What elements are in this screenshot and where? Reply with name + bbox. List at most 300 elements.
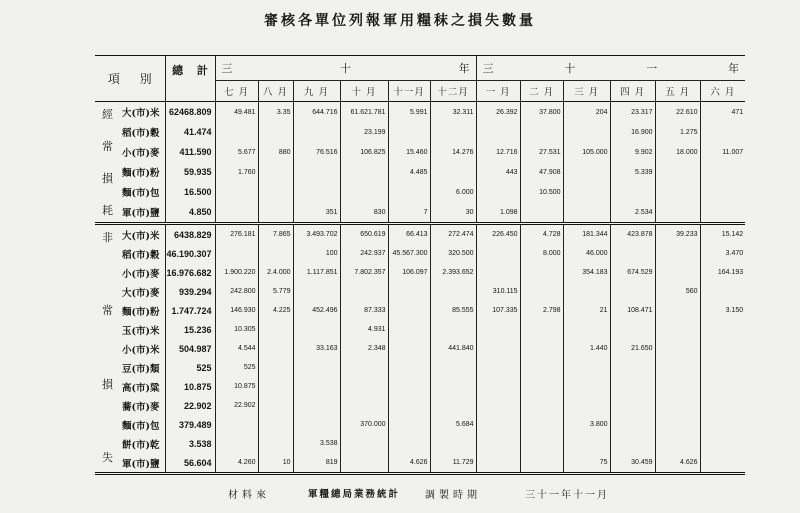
month-value <box>610 377 655 396</box>
section-label-char: 常 <box>102 304 113 318</box>
row-total: 6438.829 <box>165 224 215 245</box>
month-value <box>388 122 430 142</box>
month-value: 1.760 <box>215 162 258 182</box>
row-total: 379.489 <box>165 415 215 434</box>
month-value <box>563 320 610 339</box>
month-value <box>520 377 563 396</box>
month-value <box>476 453 520 474</box>
month-value <box>520 202 563 224</box>
table-row <box>95 202 745 224</box>
month-value: 15.460 <box>388 142 430 162</box>
month-value <box>388 320 430 339</box>
month-value <box>700 282 745 301</box>
row-total: 3.538 <box>165 434 215 453</box>
header-month: 二 月 <box>520 81 563 102</box>
month-value: 85.555 <box>430 301 476 320</box>
section-label-char: 常 <box>102 140 113 153</box>
month-value <box>258 202 293 224</box>
period: 三十一年十一月 <box>525 490 609 501</box>
header-month: 一 月 <box>476 81 520 102</box>
year-char: 三 <box>221 62 233 75</box>
header-month: 十一月 <box>388 81 430 102</box>
table-row <box>95 224 745 245</box>
month-value <box>610 358 655 377</box>
month-value <box>700 415 745 434</box>
month-value: 1.440 <box>563 339 610 358</box>
section-label-char: 非 <box>102 231 113 244</box>
year-char: 年 <box>728 62 740 75</box>
month-value: 108.471 <box>610 301 655 320</box>
month-value: 310.115 <box>476 282 520 301</box>
month-value: 354.183 <box>563 263 610 282</box>
item-name: 稻(市)穀 <box>122 128 160 139</box>
month-value <box>388 415 430 434</box>
month-value: 2.4.000 <box>258 263 293 282</box>
item-name: 麵(市)包 <box>122 188 160 199</box>
section-label-char: 損 <box>102 377 113 391</box>
month-value <box>340 282 388 301</box>
row-total: 59.935 <box>165 162 215 182</box>
month-value: 443 <box>476 162 520 182</box>
item-name: 麵(市)粉 <box>122 306 160 318</box>
month-value <box>293 358 340 377</box>
month-value <box>476 182 520 202</box>
month-value: 4.485 <box>388 162 430 182</box>
month-value <box>563 377 610 396</box>
month-value: 45.567.300 <box>388 244 430 263</box>
month-value: 7.865 <box>258 224 293 245</box>
month-value: 525 <box>215 358 258 377</box>
year-char: 三 <box>482 62 494 75</box>
month-value: 3.150 <box>700 301 745 320</box>
month-value: 10.875 <box>215 377 258 396</box>
month-value: 242.937 <box>340 244 388 263</box>
month-value <box>476 434 520 453</box>
month-value <box>388 182 430 202</box>
table-body <box>95 102 745 474</box>
month-value <box>520 434 563 453</box>
row-total: 46.190.307 <box>165 244 215 263</box>
month-value: 4.626 <box>388 453 430 474</box>
item-name: 小(市)麥 <box>122 268 160 280</box>
month-value: 15.142 <box>700 224 745 245</box>
table-row <box>95 320 745 339</box>
month-value: 105.000 <box>563 142 610 162</box>
row-total: 4.850 <box>165 202 215 224</box>
month-value <box>700 202 745 224</box>
month-value <box>520 320 563 339</box>
month-value: 10.500 <box>520 182 563 202</box>
month-value <box>430 434 476 453</box>
item-name: 麵(市)包 <box>122 420 160 432</box>
row-total: 41.474 <box>165 122 215 142</box>
month-value <box>610 244 655 263</box>
item-name: 大(市)米 <box>120 224 165 245</box>
month-value: 3.35 <box>258 102 293 123</box>
row-total: 16.500 <box>165 182 215 202</box>
month-value <box>563 396 610 415</box>
month-value: 226.450 <box>476 224 520 245</box>
month-value: 3.493.702 <box>293 224 340 245</box>
item-name: 麵(市)粉 <box>122 168 160 179</box>
month-value: 1.275 <box>655 122 700 142</box>
month-value: 4.544 <box>215 339 258 358</box>
month-value <box>610 415 655 434</box>
month-value: 39.233 <box>655 224 700 245</box>
month-value <box>655 263 700 282</box>
table-row <box>95 301 745 320</box>
month-value <box>258 434 293 453</box>
month-value <box>476 377 520 396</box>
month-value: 12.716 <box>476 142 520 162</box>
month-value <box>293 162 340 182</box>
row-total: 16.976.682 <box>165 263 215 282</box>
month-value <box>563 182 610 202</box>
month-value: 4.225 <box>258 301 293 320</box>
month-value: 33.163 <box>293 339 340 358</box>
month-value: 146.930 <box>215 301 258 320</box>
month-value <box>700 182 745 202</box>
month-value: 1.117.851 <box>293 263 340 282</box>
month-value <box>388 282 430 301</box>
item-name: 小(市)米 <box>122 344 160 356</box>
month-value: 320.500 <box>430 244 476 263</box>
document-title: 審核各單位列報軍用糧秣之損失數量 <box>264 13 536 29</box>
month-value: 452.496 <box>293 301 340 320</box>
month-value: 674.529 <box>610 263 655 282</box>
month-value: 47.908 <box>520 162 563 182</box>
month-value <box>563 122 610 142</box>
month-value <box>476 415 520 434</box>
month-value <box>476 358 520 377</box>
month-value <box>293 415 340 434</box>
month-value <box>388 377 430 396</box>
section-label <box>95 224 120 474</box>
month-value <box>388 301 430 320</box>
month-value: 30.459 <box>610 453 655 474</box>
item-name: 大(市)麥 <box>122 287 160 299</box>
month-value <box>293 182 340 202</box>
table-row <box>95 453 745 474</box>
month-value <box>610 396 655 415</box>
month-value: 204 <box>563 102 610 123</box>
month-value: 26.392 <box>476 102 520 123</box>
month-value: 830 <box>340 202 388 224</box>
loss-table <box>95 55 745 475</box>
month-value: 3.538 <box>293 434 340 453</box>
month-value: 7 <box>388 202 430 224</box>
month-value: 4.260 <box>215 453 258 474</box>
month-value: 5.339 <box>610 162 655 182</box>
month-value <box>258 377 293 396</box>
month-value <box>700 339 745 358</box>
table-row <box>95 263 745 282</box>
month-value: 46.000 <box>563 244 610 263</box>
month-value <box>610 434 655 453</box>
table-row <box>95 102 745 123</box>
month-value <box>655 162 700 182</box>
month-value <box>258 339 293 358</box>
header-year-30 <box>215 56 476 81</box>
month-value: 106.097 <box>388 263 430 282</box>
month-value: 276.181 <box>215 224 258 245</box>
month-value: 16.900 <box>610 122 655 142</box>
month-value <box>340 377 388 396</box>
month-value: 644.716 <box>293 102 340 123</box>
item-name: 高(市)粱 <box>122 382 160 394</box>
month-value <box>293 320 340 339</box>
month-value: 4.931 <box>340 320 388 339</box>
month-value <box>215 182 258 202</box>
header-year-31 <box>476 56 745 81</box>
month-value: 61.621.781 <box>340 102 388 123</box>
header-month: 六 月 <box>700 81 745 102</box>
row-total: 525 <box>165 358 215 377</box>
month-value <box>258 182 293 202</box>
row-total: 504.987 <box>165 339 215 358</box>
item-name: 玉(市)米 <box>122 325 160 337</box>
month-value: 880 <box>258 142 293 162</box>
month-value <box>610 282 655 301</box>
month-value: 423.878 <box>610 224 655 245</box>
month-value <box>388 396 430 415</box>
month-value <box>293 282 340 301</box>
month-value <box>293 122 340 142</box>
month-value: 14.276 <box>430 142 476 162</box>
month-value <box>430 377 476 396</box>
month-value: 2.798 <box>520 301 563 320</box>
month-value: 4.626 <box>655 453 700 474</box>
month-value <box>476 263 520 282</box>
header-month: 八 月 <box>258 81 293 102</box>
month-value <box>520 396 563 415</box>
section-label-char: 耗 <box>102 204 113 217</box>
month-value <box>655 320 700 339</box>
month-value <box>340 182 388 202</box>
month-value: 471 <box>700 102 745 123</box>
header-row-years <box>95 56 745 81</box>
month-value <box>610 320 655 339</box>
month-value <box>700 320 745 339</box>
month-value: 2.348 <box>340 339 388 358</box>
month-value <box>340 396 388 415</box>
month-value: 819 <box>293 453 340 474</box>
month-value <box>430 358 476 377</box>
month-value: 5.684 <box>430 415 476 434</box>
month-value <box>700 453 745 474</box>
month-value <box>520 415 563 434</box>
year-char: 一 <box>646 62 658 75</box>
month-value <box>520 453 563 474</box>
month-value <box>700 396 745 415</box>
month-value <box>430 162 476 182</box>
month-value <box>388 339 430 358</box>
month-value <box>258 358 293 377</box>
month-value <box>340 434 388 453</box>
month-value <box>340 453 388 474</box>
month-value <box>655 434 700 453</box>
month-value <box>655 202 700 224</box>
month-value: 75 <box>563 453 610 474</box>
month-value <box>655 358 700 377</box>
month-value: 5.677 <box>215 142 258 162</box>
source: 軍糧總局業務統計 <box>308 489 401 500</box>
table-row <box>95 182 745 202</box>
month-value: 2.534 <box>610 202 655 224</box>
month-value <box>700 358 745 377</box>
table-row <box>95 142 745 162</box>
row-total: 939.294 <box>165 282 215 301</box>
month-value: 8.000 <box>520 244 563 263</box>
item-name: 大(市)米 <box>122 108 160 119</box>
header-month: 九 月 <box>293 81 340 102</box>
month-value: 21 <box>563 301 610 320</box>
month-value: 18.000 <box>655 142 700 162</box>
month-value <box>610 182 655 202</box>
month-value: 1.098 <box>476 202 520 224</box>
header-month: 四 月 <box>610 81 655 102</box>
month-value: 4.728 <box>520 224 563 245</box>
table-row <box>95 339 745 358</box>
source-label: 材料來 <box>228 490 270 501</box>
month-value: 5.779 <box>258 282 293 301</box>
table-row <box>95 282 745 301</box>
month-value <box>563 202 610 224</box>
month-value: 11.007 <box>700 142 745 162</box>
month-value: 106.825 <box>340 142 388 162</box>
month-value: 5.991 <box>388 102 430 123</box>
table-row <box>95 358 745 377</box>
month-value <box>476 396 520 415</box>
month-value: 21.650 <box>610 339 655 358</box>
month-value <box>430 122 476 142</box>
table-row <box>95 415 745 434</box>
month-value <box>215 415 258 434</box>
month-value <box>258 122 293 142</box>
month-value <box>258 396 293 415</box>
month-value <box>476 339 520 358</box>
month-value <box>520 339 563 358</box>
section-label-char: 失 <box>102 450 113 464</box>
item-name: 軍(市)鹽 <box>122 208 160 219</box>
month-value <box>520 358 563 377</box>
header-item: 項 別 <box>95 56 165 102</box>
section-label-char: 經 <box>102 108 113 121</box>
month-value: 66.413 <box>388 224 430 245</box>
month-value <box>258 415 293 434</box>
month-value: 10.305 <box>215 320 258 339</box>
table-row <box>95 434 745 453</box>
month-value <box>388 358 430 377</box>
month-value <box>215 244 258 263</box>
table-row <box>95 162 745 182</box>
item-name: 軍(市)鹽 <box>120 453 165 474</box>
header-total: 總 計 <box>165 56 215 102</box>
month-value: 107.335 <box>476 301 520 320</box>
month-value <box>563 282 610 301</box>
month-value: 7.802.357 <box>340 263 388 282</box>
header-month: 十 月 <box>340 81 388 102</box>
month-value <box>700 377 745 396</box>
month-value <box>655 377 700 396</box>
month-value <box>215 202 258 224</box>
month-value <box>258 162 293 182</box>
table-row <box>95 377 745 396</box>
month-value <box>655 339 700 358</box>
month-value <box>430 320 476 339</box>
header-month: 五 月 <box>655 81 700 102</box>
row-total: 10.875 <box>165 377 215 396</box>
row-total: 15.236 <box>165 320 215 339</box>
item-name: 小(市)麥 <box>122 148 160 159</box>
month-value: 370.000 <box>340 415 388 434</box>
section-label <box>95 102 120 224</box>
month-value <box>655 182 700 202</box>
month-value: 181.344 <box>563 224 610 245</box>
row-total: 56.604 <box>165 453 215 474</box>
month-value: 22.610 <box>655 102 700 123</box>
month-value <box>563 162 610 182</box>
month-value: 27.531 <box>520 142 563 162</box>
month-value <box>476 122 520 142</box>
header-month: 七 月 <box>215 81 258 102</box>
month-value <box>476 244 520 263</box>
month-value: 37.800 <box>520 102 563 123</box>
month-value <box>430 396 476 415</box>
item-name: 豆(市)類 <box>122 363 160 375</box>
row-total: 1.747.724 <box>165 301 215 320</box>
month-value: 100 <box>293 244 340 263</box>
month-value <box>700 434 745 453</box>
month-value <box>655 396 700 415</box>
month-value: 3.470 <box>700 244 745 263</box>
month-value <box>563 434 610 453</box>
month-value: 3.800 <box>563 415 610 434</box>
month-value <box>430 282 476 301</box>
month-value: 10 <box>258 453 293 474</box>
month-value <box>215 434 258 453</box>
month-value: 441.840 <box>430 339 476 358</box>
month-value: 164.193 <box>700 263 745 282</box>
month-value: 22.902 <box>215 396 258 415</box>
month-value: 87.333 <box>340 301 388 320</box>
month-value: 242.800 <box>215 282 258 301</box>
month-value: 2.393.652 <box>430 263 476 282</box>
month-value <box>520 282 563 301</box>
year-char: 十 <box>340 62 352 75</box>
item-name: 餅(市)乾 <box>122 439 160 451</box>
year-char: 十 <box>564 62 576 75</box>
month-value: 1.900.220 <box>215 263 258 282</box>
month-value <box>388 434 430 453</box>
month-value: 6.000 <box>430 182 476 202</box>
month-value <box>258 320 293 339</box>
header-month: 三 月 <box>563 81 610 102</box>
month-value: 560 <box>655 282 700 301</box>
month-value <box>700 162 745 182</box>
table-row <box>95 396 745 415</box>
month-value <box>215 122 258 142</box>
month-value: 30 <box>430 202 476 224</box>
month-value <box>563 358 610 377</box>
row-total: 62468.809 <box>165 102 215 123</box>
month-value <box>655 301 700 320</box>
year-char: 年 <box>458 62 470 75</box>
row-total: 22.902 <box>165 396 215 415</box>
month-value: 23.199 <box>340 122 388 142</box>
month-value: 650.619 <box>340 224 388 245</box>
month-value <box>520 263 563 282</box>
